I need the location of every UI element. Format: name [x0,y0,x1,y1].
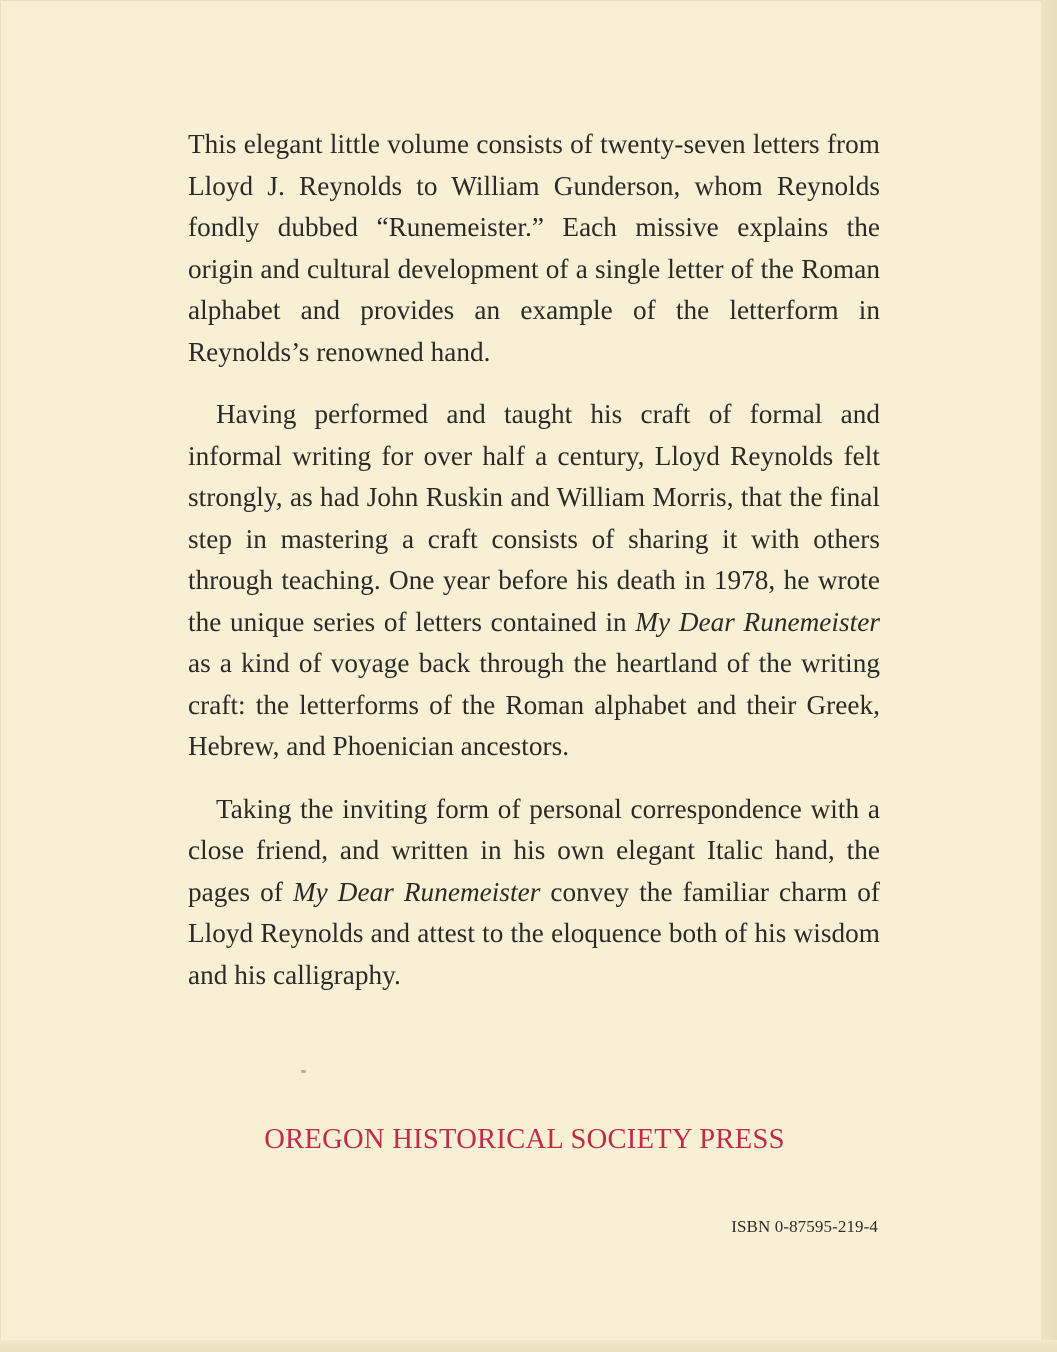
paragraph-2-text-start: Having performed and taught his craft of formal and informal writing for over half a century, Lloyd Reynolds felt strongly, as had John Ruskin and William Morris, that the final step in mastering a craft consists of sharing it with others through teaching. One year before his death in 1978, he wrote the unique series of letters contained in [188,399,880,637]
book-description [188,124,880,996]
paragraph-3-text-start: Taking the inviting form of personal correspondence with a close friend, and written in his own elegant Italic hand, the pages of [188,793,880,907]
description-paragraph-2 [188,394,880,768]
book-title-italic: My Dear Runemeister [292,876,541,907]
paragraph-3-text-end: convey the familiar charm of Lloyd Reynolds and attest to the eloquence both of his wisdom and his calligraphy. [188,876,881,990]
paragraph-2-text-end: as a kind of voyage back through the heartland of the writing craft: the letterforms of the Roman alphabet and their Greek, Hebrew, and Phoenician ancestors. [188,648,880,761]
description-paragraph-3 [188,789,880,997]
publisher-name: OREGON HISTORICAL SOCIETY PRESS [264,1124,785,1155]
page-edge-bottom [0,1340,1057,1352]
paper-speck [301,1070,306,1073]
publisher-imprint [0,1121,1057,1159]
description-paragraph-1 [188,124,880,373]
paragraph-1-text: This elegant little volume consists of twenty-seven letters from Lloyd J. Reynolds to William Gunderson, whom Reynolds fondly dubbed “Runemeister.” Each missive explains the origin and cultural development of a single letter of the Roman alphabet and provides an example of the letterform in Reynolds’s renowned hand. [188,129,880,367]
isbn-number: ISBN 0-87595-219-4 [731,1217,878,1236]
book-title-italic: My Dear Runemeister [635,606,881,637]
